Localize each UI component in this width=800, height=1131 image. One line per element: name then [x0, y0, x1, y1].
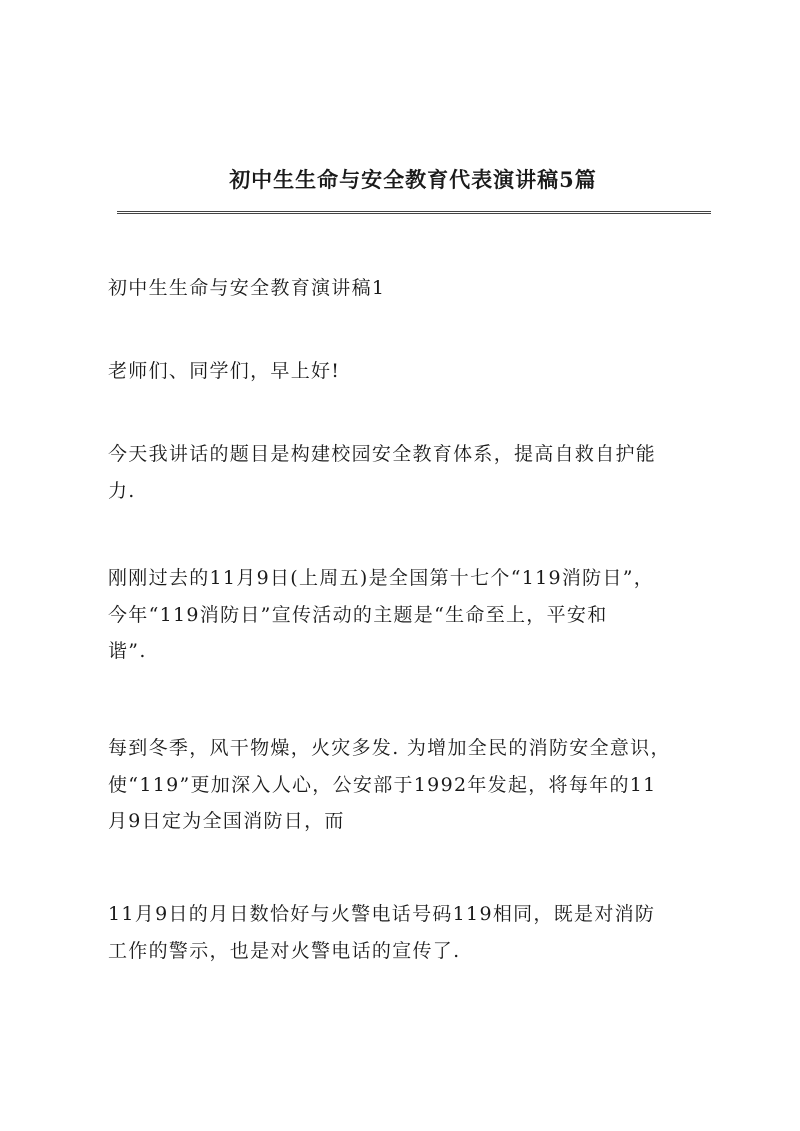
title-underline-rule	[117, 211, 711, 214]
paragraph-date-meaning: 11月9日的月日数恰好与火警电话号码119相同，既是对消防 工作的警示，也是对火警电话的宣传了.	[108, 903, 656, 962]
paragraph-greeting: 老师们、同学们，早上好!	[108, 360, 341, 382]
section-heading: 初中生生命与安全教育演讲稿1	[108, 277, 386, 299]
paragraph-winter: 每到冬季，风干物燥，火灾多发. 为增加全民的消防安全意识， 使“119”更加深入人心，公安部于1992年发起，将每年的11 月9日定为全国消防日，而	[108, 737, 671, 832]
document-title: 初中生生命与安全教育代表演讲稿5篇	[229, 167, 597, 192]
paragraph-topic: 今天我讲话的题目是构建校园安全教育体系，提高自救自护能 力.	[108, 443, 657, 502]
paragraph-fire-day: 刚刚过去的11月9日(上周五)是全国第十七个“119消防日”， 今年“119消防日”宣传活动的主题是“生命至上，平安和 谐”.	[108, 567, 655, 662]
